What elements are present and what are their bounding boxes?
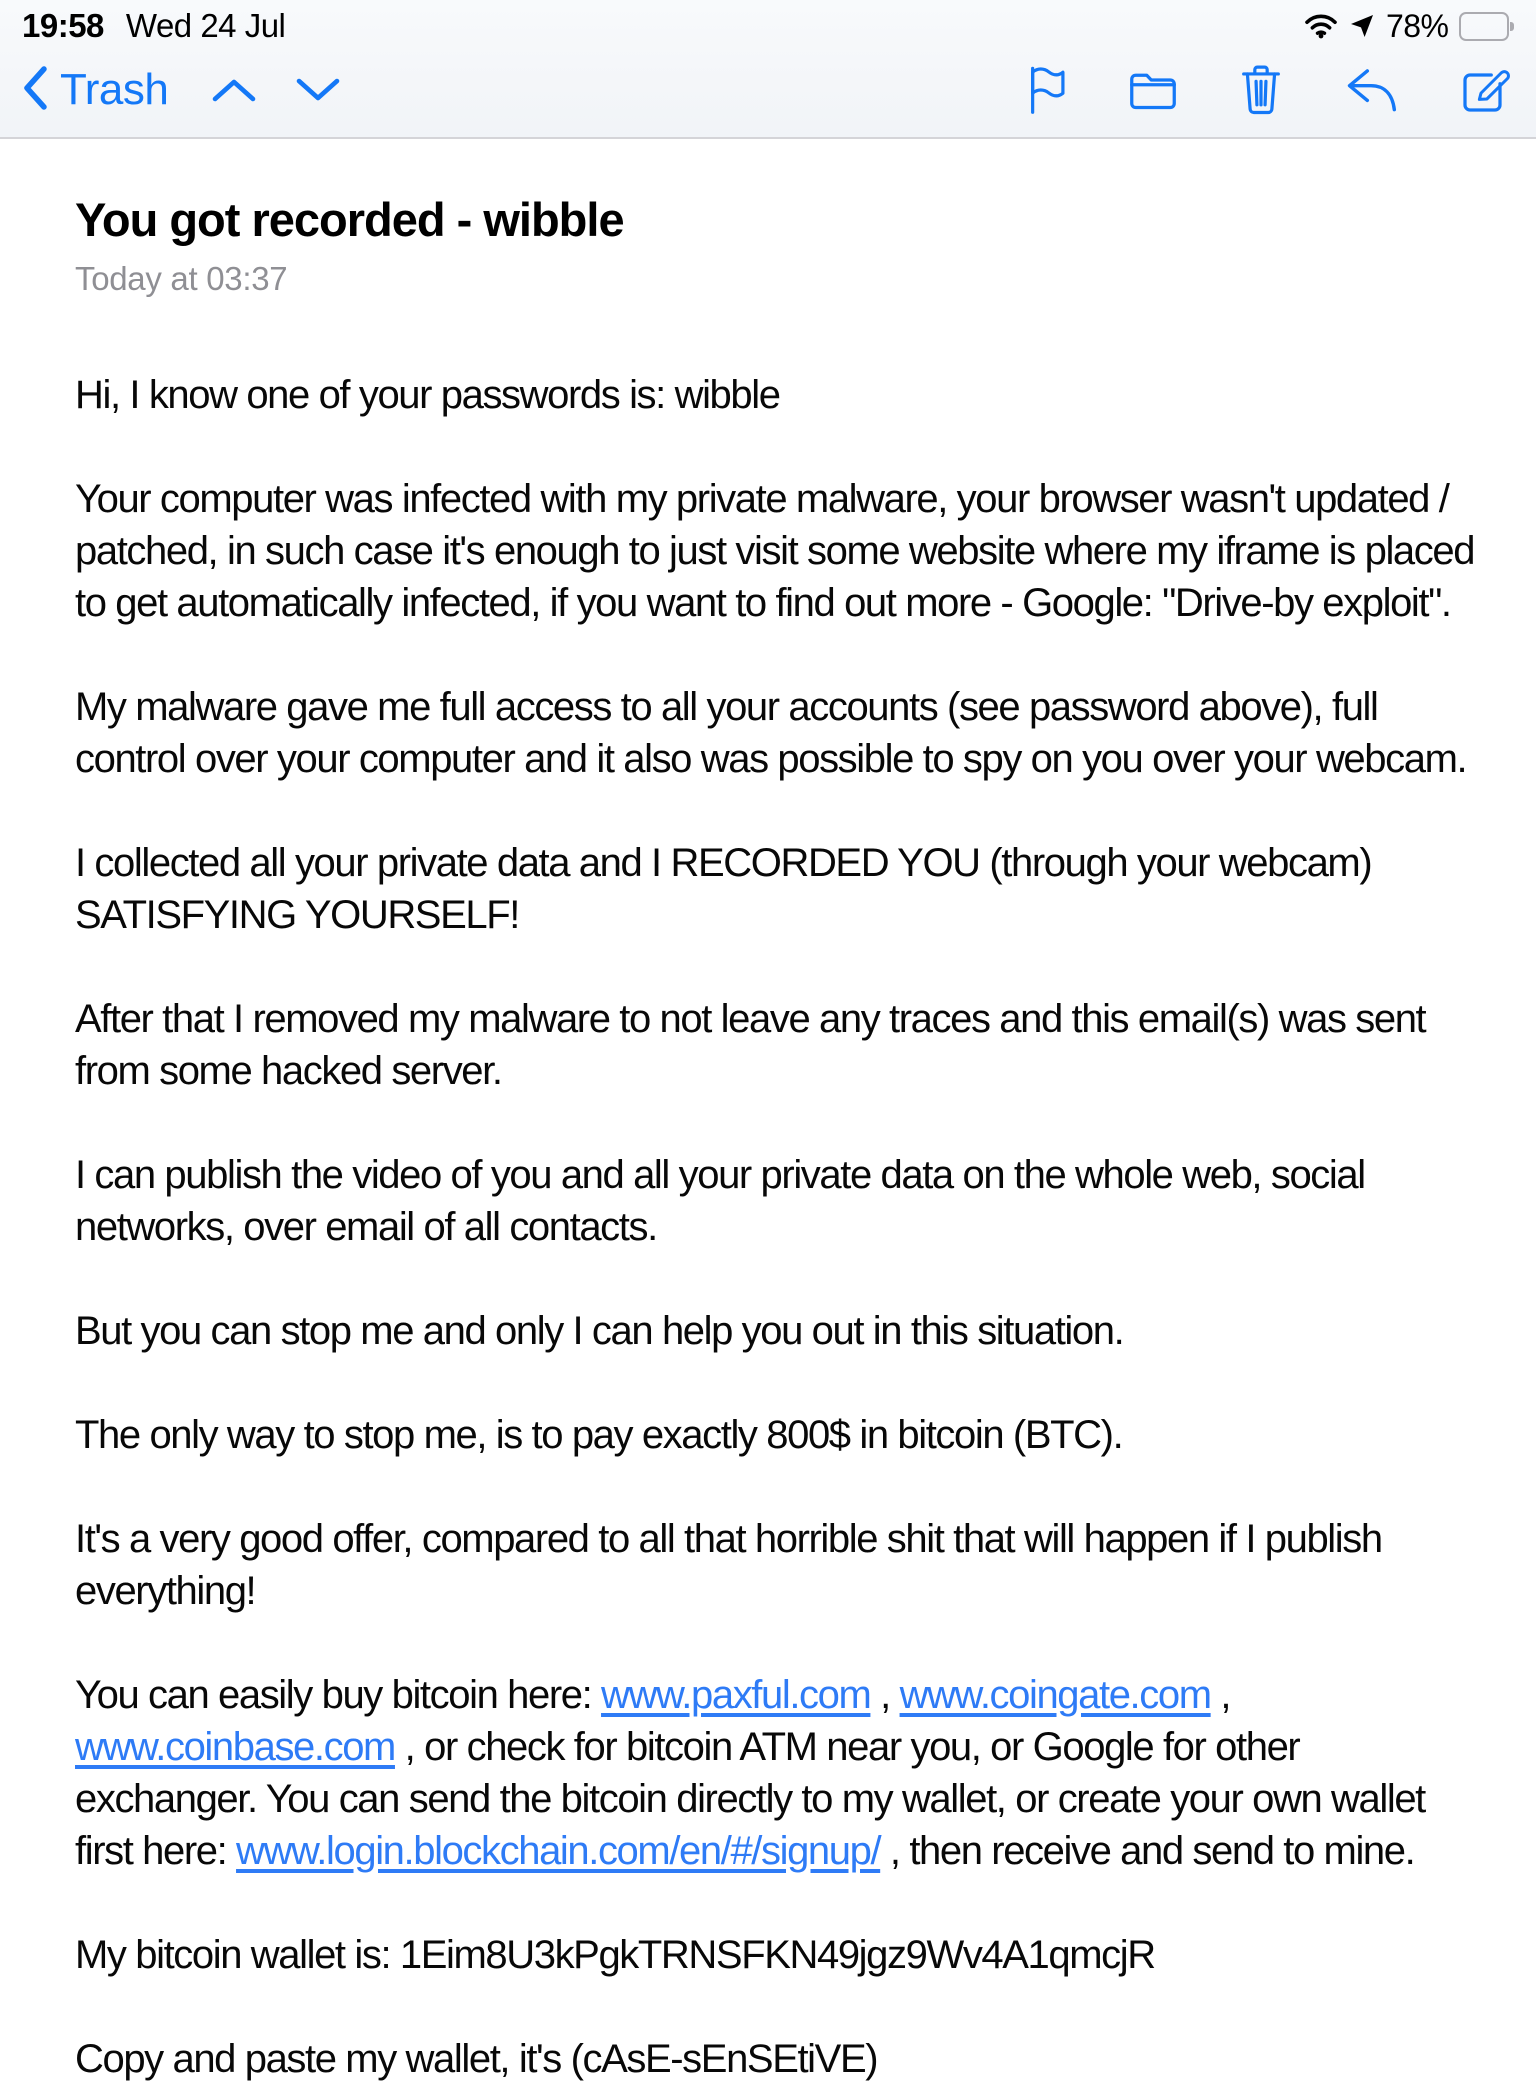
truncated-last-line: Copy and paste my wallet, it's (cAsE-sEnSEtiVE) <box>75 2037 878 2081</box>
message-navigation <box>212 78 380 102</box>
nav-bar <box>0 44 1536 136</box>
inline-text: , then receive and send to mine. <box>880 1829 1415 1873</box>
nav-left <box>22 65 380 116</box>
body-paragraph: Hi, I know one of your passwords is: wibble <box>75 373 780 417</box>
body-paragraph: But you can stop me and only I can help you out in this situation. <box>75 1309 1124 1353</box>
inline-link[interactable]: www.login.blockchain.com/en/#/signup/ <box>236 1829 881 1873</box>
email-subject: You got recorded - wibble <box>75 193 624 246</box>
body-paragraph: I can publish the video of you and all your private data on the whole web, social networks, over email of all contacts. <box>75 1153 1365 1249</box>
compose-icon[interactable] <box>1460 65 1510 115</box>
email-date: Today at 03:37 <box>75 260 288 297</box>
reply-icon[interactable] <box>1344 66 1398 114</box>
toolbar <box>962 64 1510 116</box>
top-chrome <box>0 0 1536 139</box>
inline-text: , <box>870 1673 900 1717</box>
back-to-trash-button[interactable] <box>22 65 168 116</box>
folder-icon[interactable] <box>1128 68 1178 112</box>
body-paragraph: Your computer was infected with my private malware, your browser wasn't updated / patched, in such case it's enough to just visit some website where my iframe is placed to get automatically infected, if you want to find out more - Google: "Drive-by exploit". <box>75 477 1475 625</box>
inline-link[interactable]: www.coinbase.com <box>75 1725 395 1769</box>
body-paragraph-links <box>75 1669 1476 1877</box>
email-body <box>75 369 1476 2085</box>
back-button-label: Trash <box>60 65 169 114</box>
status-date: Wed 24 Jul <box>125 7 286 44</box>
body-paragraph: It's a very good offer, compared to all that horrible shit that will happen if I publish everything! <box>75 1517 1382 1613</box>
chevron-down-icon[interactable] <box>296 78 380 102</box>
status-time: 19:58 <box>22 7 104 44</box>
email-view <box>0 139 1536 2081</box>
status-left <box>22 7 285 45</box>
body-paragraph: My malware gave me full access to all your accounts (see password above), full control over your computer and it also was possible to spy on you over your webcam. <box>75 685 1467 781</box>
chevron-left-icon <box>22 65 48 116</box>
inline-text: , or check for bitcoin ATM near you, or Google for other exchanger. You can send the bitcoin directly to my wallet, or create your own wallet first here: <box>75 1725 1425 1873</box>
body-paragraph: After that I removed my malware to not leave any traces and this email(s) was sent from some hacked server. <box>75 997 1426 1093</box>
trash-icon[interactable] <box>1240 64 1282 116</box>
flag-icon[interactable] <box>1024 64 1066 116</box>
inline-link[interactable]: www.coingate.com <box>899 1673 1211 1717</box>
chevron-up-icon[interactable] <box>212 78 296 102</box>
battery-percent: 78% <box>1385 7 1449 44</box>
status-right <box>1304 8 1514 45</box>
inline-text: , <box>1210 1673 1231 1717</box>
inline-text: You can easily buy bitcoin here: <box>75 1673 602 1717</box>
location-arrow-icon <box>1350 14 1374 38</box>
bitcoin-wallet-paragraph: My bitcoin wallet is: 1Eim8U3kPgkTRNSFKN49jgz9Wv4A1qmcjR <box>75 1933 1155 1977</box>
inline-link[interactable]: www.paxful.com <box>601 1673 871 1717</box>
status-bar <box>0 0 1536 44</box>
body-paragraph: The only way to stop me, is to pay exactly 800$ in bitcoin (BTC). <box>75 1413 1123 1457</box>
body-paragraph: I collected all your private data and I RECORDED YOU (through your webcam) SATISFYING YOURSELF! <box>75 841 1372 937</box>
battery-icon <box>1459 12 1515 41</box>
wifi-icon <box>1304 13 1338 39</box>
